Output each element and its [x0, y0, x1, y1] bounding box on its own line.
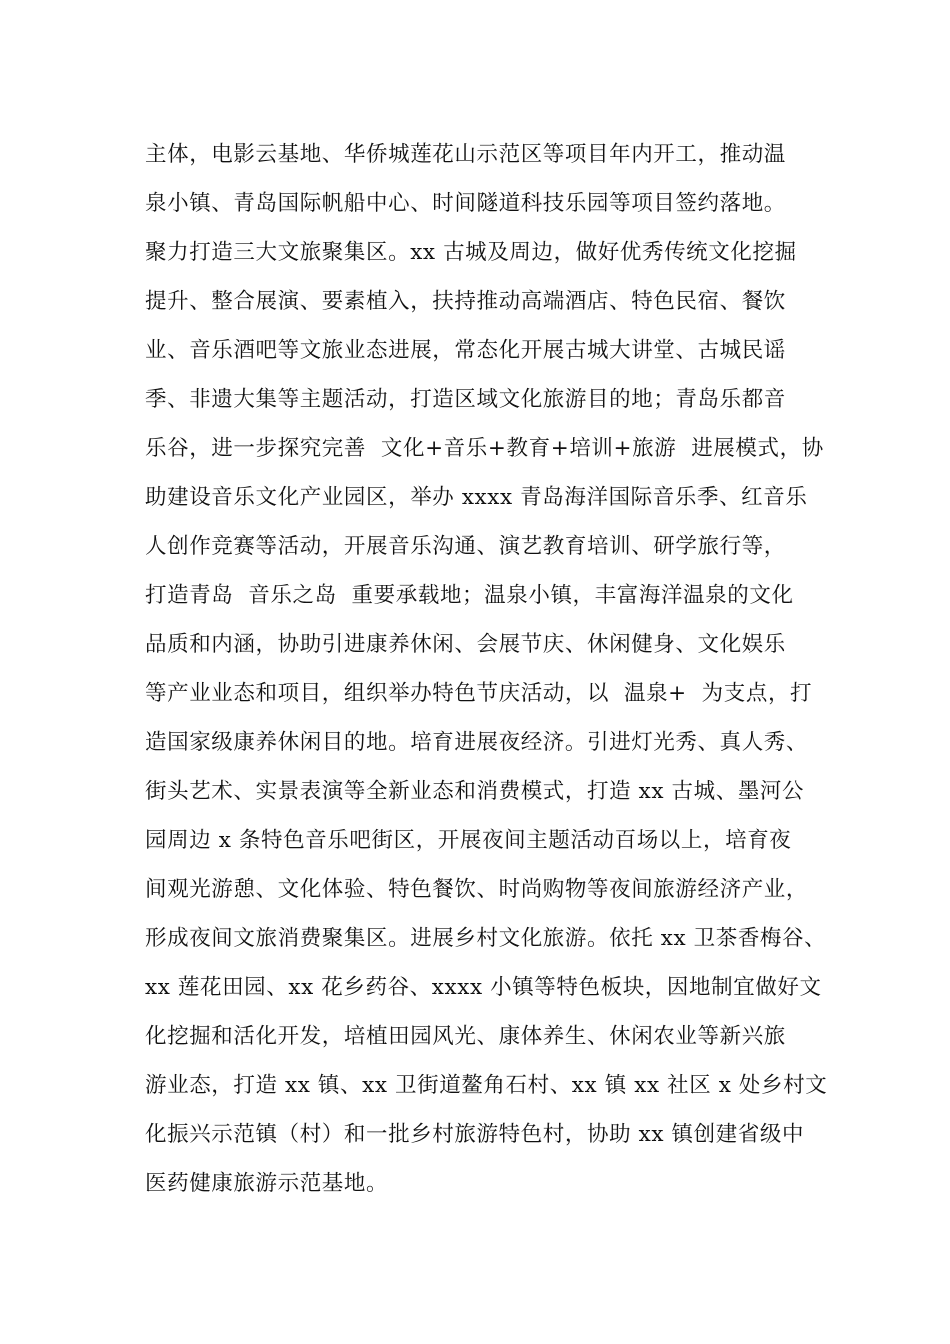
- body-paragraph: [145, 130, 828, 1208]
- text-line: 化挖掘和活化开发，培植田园风光、康体养生、休闲农业等新兴旅: [145, 1024, 786, 1049]
- text-line: 街头艺术、实景表演等全新业态和消费模式，打造 xx 古城、墨河公: [145, 779, 805, 804]
- text-line: 业、音乐酒吧等文旅业态进展，常态化开展古城大讲堂、古城民谣: [145, 338, 786, 363]
- text-line: 打造青岛 音乐之岛 重要承载地；温泉小镇，丰富海洋温泉的文化: [145, 583, 794, 608]
- text-line: 乐谷，进一步探究完善 文化+音乐+教育+培训+旅游 进展模式，协: [145, 436, 824, 461]
- text-line: 助建设音乐文化产业园区，举办 xxxx 青岛海洋国际音乐季、红音乐: [145, 485, 808, 510]
- text-line: xx 莲花田园、xx 花乡药谷、xxxx 小镇等特色板块，因地制宜做好文: [145, 975, 822, 1000]
- text-line: 等产业业态和项目，组织举办特色节庆活动，以 温泉+ 为支点，打: [145, 681, 813, 706]
- text-line: 泉小镇、青岛国际帆船中心、时间隧道科技乐园等项目签约落地。: [145, 191, 786, 216]
- text-line: 形成夜间文旅消费聚集区。进展乡村文化旅游。依托 xx 卫茶香梅谷、: [145, 926, 827, 951]
- text-line: 聚力打造三大文旅聚集区。xx 古城及周边，做好优秀传统文化挖掘: [145, 240, 797, 265]
- text-line: 提升、整合展演、要素植入，扶持推动高端酒店、特色民宿、餐饮: [145, 289, 786, 314]
- text-line: 园周边 x 条特色音乐吧街区，开展夜间主题活动百场以上，培育夜: [145, 828, 792, 853]
- text-line: 医药健康旅游示范基地。: [145, 1171, 389, 1196]
- text-line: 主体，电影云基地、华侨城莲花山示范区等项目年内开工，推动温: [145, 142, 786, 167]
- text-line: 品质和内涵，协助引进康养休闲、会展节庆、休闲健身、文化娱乐: [145, 632, 786, 657]
- text-line: 造国家级康养休闲目的地。培育进展夜经济。引进灯光秀、真人秀、: [145, 730, 809, 755]
- text-line: 季、非遗大集等主题活动，打造区域文化旅游目的地；青岛乐都音: [145, 387, 786, 412]
- text-line: 间观光游憩、文化体验、特色餐饮、时尚购物等夜间旅游经济产业，: [145, 877, 809, 902]
- text-line: 游业态，打造 xx 镇、xx 卫街道鳌角石村、xx 镇 xx 社区 x 处乡村文: [145, 1073, 828, 1098]
- text-line: 人创作竞赛等活动，开展音乐沟通、演艺教育培训、研学旅行等，: [145, 534, 786, 559]
- text-line: 化振兴示范镇（村）和一批乡村旅游特色村，协助 xx 镇创建省级中: [145, 1122, 805, 1147]
